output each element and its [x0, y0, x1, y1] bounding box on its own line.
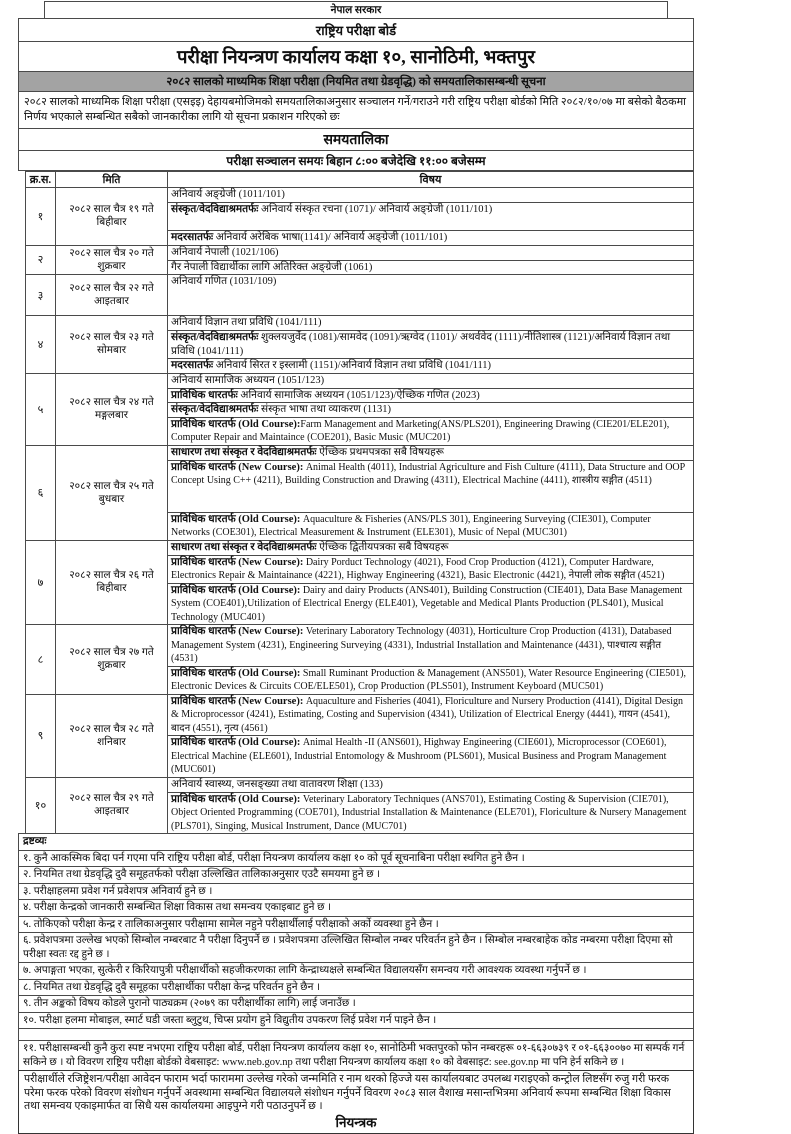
row-date [56, 445, 168, 540]
row-date [56, 275, 168, 316]
subject-item: साधारण तथा संस्कृत र वेदविद्याश्रमतर्फः ऐच्छिक द्वितीयपत्रका सबै विषयहरू [171, 541, 449, 553]
table-header-row [26, 172, 694, 188]
row-subjects [168, 540, 694, 625]
note-item-1: १. कुनै आकस्मिक बिदा पर्न गएमा पनि राष्ट्रिय परीक्षा बोर्ड, परीक्षा नियन्त्रण कार्यालय कक्षा १० को पूर्व सूचनाबिना परीक्षा स्थगित हुने छैन । [18, 850, 694, 868]
subject-item: अनिवार्य नेपाली (1021/106) [171, 246, 279, 258]
date-text: २०८२ साल चैत्र २६ गते [69, 570, 154, 582]
subject-item: प्राविधिक धारतर्फ (Old Course): Dairy and dairy Products (ANS401), Building Construction (CIE401), Data Base Management System (COE401),Utilization of Electrical Energy (ELE401), Vegetable and Medical Plants Production (PLS401), Musical Technology (MUC401) [168, 583, 693, 625]
table-row [26, 188, 694, 246]
subject-item: प्राविधिक धारतर्फ (Old Course): Small Ruminant Production & Management (ANS501), Water Resource Engineering (CIE501), Electronic Devices & Circuits COE/ELE501), Crop Production (PLS501), Instrument Keyboard (MUC501) [168, 666, 693, 694]
date-text: २०८२ साल चैत्र २३ गते [69, 332, 154, 344]
subject-item: प्राविधिक धारतर्फ (New Course): Aquaculture and Fisheries (4041), Floriculture and Nursery Production (4141), Digital Design & Microprocessor (4241), Estimating, Costing and Supervision (4341), Utilization of Electrical Energy (4441), गायन (4541), बादन (4551), नृत्य (4561) [171, 695, 683, 734]
subject-item: साधारण तथा संस्कृत र वेदविद्याश्रमतर्फः ऐच्छिक प्रथमपत्रका सबै विषयहरू [171, 446, 444, 458]
subject-item: मदरसातर्फः अनिवार्य सिरत र इस्लामी (1151)/अनिवार्य विज्ञान तथा प्रविधि (1041/111) [168, 358, 693, 373]
footer-section [18, 1070, 694, 1134]
note-item-2: २. नियमित तथा ग्रेडवृद्धि दुवै समूहतर्फको परीक्षा उल्लिखित तालिकाअनुसार एउटै समयमा हुने छ । [18, 866, 694, 884]
row-subjects [168, 245, 694, 275]
row-date [56, 245, 168, 275]
table-row [26, 275, 694, 316]
date-text: २०८२ साल चैत्र २२ गते [69, 283, 154, 294]
row-sn: २ [26, 245, 56, 275]
weekday-text: सोमबार [96, 345, 127, 357]
subject-item: अनिवार्य गणित (1031/109) [171, 276, 277, 287]
date-text: २०८२ साल चैत्र २८ गते [69, 723, 154, 735]
row-date [56, 694, 168, 777]
date-text: २०८२ साल चैत्र २५ गते [69, 480, 154, 492]
note-item-9: ९. तीन अङ्कको विषय कोडले पुरानो पाठ्यक्रम (२०७९ का परीक्षार्थीका लागि) लाई जनाउँछ । [18, 995, 694, 1013]
row-sn: ८ [26, 625, 56, 695]
row-sn: ७ [26, 540, 56, 625]
row-date [56, 373, 168, 445]
subject-item: अनिवार्य स्वास्थ्य, जनसङ्ख्या तथा वातावरण शिक्षा (133) [171, 778, 383, 790]
row-sn: ९ [26, 694, 56, 777]
subject-item: अनिवार्य सामाजिक अध्ययन (1051/123) [171, 374, 325, 386]
table-row [26, 245, 694, 275]
weekday-text: बुधबार [98, 493, 125, 505]
subject-item: संस्कृत/वेदविद्याश्रमतर्फः शुक्लयजुर्वेद (1081)/सामवेद (1091)/ऋग्वेद (1101)/ अथर्ववेद (1111)/नीतिशास्त्र (1121)/अनिवार्य विज्ञान तथा प्रविधि (1041/111) [168, 330, 693, 358]
subject-item: अनिवार्य विज्ञान तथा प्रविधि (1041/111) [171, 317, 322, 328]
subject-item: प्राविधिक धारतर्फ (New Course): Dairy Porduct Technology (4021), Food Crop Production (4121), Computer Hardware, Electronics Repair & Maintainance (4221), Highway Engineering (4321), Basic Electronic (4421), नेपाली लोक सङ्गीत (4521) [168, 555, 693, 583]
column-header-sn: क्र.स. [26, 172, 56, 188]
row-subjects [168, 373, 694, 445]
weekday-text: आइतबार [94, 806, 129, 818]
row-sn: १ [26, 188, 56, 246]
office-title: परीक्षा नियन्त्रण कार्यालय कक्षा १०, सानोठिमी, भक्तपुर [18, 41, 694, 72]
row-subjects [168, 188, 694, 246]
table-row [26, 694, 694, 777]
notice-document [18, 2, 694, 1134]
subject-item: प्राविधिक धारतर्फ (Old Course): Animal Health -II (ANS601), Highway Engineering (CIE601), Microprocessor (COE601), Electrical Machine (ELE601), Industrial Entomology & Mushroom (PLS601), Musical Business and Program Management (MUC601) [168, 735, 693, 777]
subject-item: प्राविधिक धारतर्फ (New Course): Veterinary Laboratory Technology (4031), Horticulture Crop Production (4131), Databased Management System (4231), Engineering Surveying (4331), Industrial Installation and Maintenance (4431), पाश्चात्य सङ्गीत (4531) [171, 626, 672, 664]
subject-item: गैर नेपाली विद्यार्थीका लागि अतिरिक्त अङ्ग्रेजी (1061) [168, 260, 693, 275]
schedule-title: समयतालिका [18, 128, 694, 151]
date-text: २०८२ साल चैत्र १९ गते [69, 204, 154, 216]
government-title: नेपाल सरकार [44, 1, 668, 19]
subject-item: संस्कृत/वेदविद्याश्रमतर्फः संस्कृत भाषा तथा व्याकरण (1131) [168, 402, 693, 417]
notes-heading: द्रष्टव्यः [18, 833, 694, 851]
note-item-10: १०. परीक्षा हलमा मोबाइल, स्मार्ट घडी जस्ता ब्लुटुथ, चिप्स प्रयोग हुने विद्युतीय उपकरण लिई प्रवेश गर्न पाइने छैन । [18, 1012, 694, 1030]
column-header-date: मिति [56, 172, 168, 188]
note-item-8: ८. नियमित तथा ग्रेडवृद्धि दुवै समूहका परीक्षार्थीका परीक्षा केन्द्र परिवर्तन हुने छैन । [18, 979, 694, 997]
table-row [26, 540, 694, 625]
subject-item: संस्कृत/वेदविद्याश्रमतर्फः अनिवार्य संस्कृत रचना (1071)/ अनिवार्य अङ्ग्रेजी (1011/101) [168, 202, 693, 230]
note-item-6: ६. प्रवेशपत्रमा उल्लेख भएको सिम्बोल नम्बरबाट नै परीक्षा दिनुपर्ने छ । प्रवेशपत्रमा उल्लिखित सिम्बोल नम्बर परिवर्तन हुने छैन । सिम्बोल नम्बरबाहेक कोड नम्बरमा परीक्षा दिएमा सो परीक्षा स्वतः रद्द हुने छ । [18, 932, 694, 963]
weekday-text: शनिबार [97, 736, 126, 748]
row-date [56, 540, 168, 625]
subject-item: प्राविधिक धारतर्फः अनिवार्य सामाजिक अध्ययन (1051/123)/ऐच्छिक गणित (2023) [168, 388, 693, 403]
note-item-3: ३. परीक्षाहलमा प्रवेश गर्न प्रवेशपत्र अनिवार्य हुने छ । [18, 883, 694, 901]
row-sn: १० [26, 777, 56, 834]
weekday-text: बिहीबार [96, 583, 127, 595]
date-text: २०८२ साल चैत्र २० गते [69, 247, 154, 259]
row-subjects [168, 316, 694, 374]
weekday-text: मङ्गलबार [94, 410, 129, 421]
row-date [56, 625, 168, 695]
date-text: २०८२ साल चैत्र २७ गते [69, 647, 154, 659]
subject-item: प्राविधिक धारतर्फ (Old Course): Veterinary Laboratory Techniques (ANS701), Estimating Costing & Supervision (CIE701), Object Oriented Programming (COE701), Industrial Installation & Maintenance (ELE701), Floriculture & Nursery Management (PLS701), Singing, Musical Instrument, Dance (MUC701) [168, 792, 693, 834]
subject-item: प्राविधिक धारतर्फ (Old Course):Farm Management and Marketing(ANS/PLS201), Engineering Drawing (CIE201/ELE201), Computer Repair and Maintaince (COE201), Basic Music (MUC201) [168, 417, 693, 445]
intro-paragraph: २०८२ सालको माध्यमिक शिक्षा परीक्षा (एसइइ) देहायबमोजिमको समयतालिकाअनुसार सञ्चालन गर्ने/गराउने गरी राष्ट्रिय परीक्षा बोर्डको मिति २०८२/१०/०७ मा बसेको बैठकमा निर्णय भएकाले सम्बन्धित सबैको जानकारीका लागि यो सूचना प्रकाशन गरिएको छः [18, 91, 694, 129]
row-subjects [168, 777, 694, 834]
board-title: राष्ट्रिय परीक्षा बोर्ड [18, 18, 694, 42]
exam-time-line: परीक्षा सञ्चालन समयः बिहान ८:०० बजेदेखि ११:०० बजेसम्म [18, 150, 694, 171]
column-header-subject: विषय [168, 172, 694, 188]
footer-paragraph: परीक्षार्थीले रजिष्ट्रेशन/परीक्षा आवेदन फाराम भर्दा फाराममा उल्लेख गरेको जन्ममिति र नाम थरको हिज्जे यस कार्यालयबाट उपलब्ध गराइएको कन्ट्रोल लिष्टसँग रुजु गरी फरक परेमा फरक परेको विवरण संशोधन गर्नुपर्ने अवस्थामा सम्बन्धित विद्यालयले संशोधन गर्नुपर्ने विवरण २०८३ साल वैशाख मसान्तभित्रमा अनिवार्य रूपमा सम्बन्धित शिक्षा विकास तथा समन्वय एकाइमार्फत वा सिधै यस कार्यालयमा आइपुग्ने गरी पठाउनुपर्ने छ । [24, 1073, 671, 1112]
weekday-text: बिहीबार [96, 217, 127, 229]
weekday-text: शुक्रबार [97, 660, 126, 672]
row-subjects [168, 625, 694, 695]
date-text: २०८२ साल चैत्र २४ गते [69, 397, 154, 408]
note-item-5: ५. तोकिएको परीक्षा केन्द्र र तालिकाअनुसार परीक्षामा सामेल नहुने परीक्षार्थीलाई परीक्षाको अर्को व्यवस्था हुने छैन । [18, 916, 694, 934]
table-row [26, 445, 694, 540]
row-sn: ५ [26, 373, 56, 445]
row-date [56, 316, 168, 374]
subject-item: मदरसातर्फः अनिवार्य अरेबिक भाषा(1141)/ अनिवार्य अङ्ग्रेजी (1011/101) [168, 230, 693, 245]
schedule-table [25, 171, 694, 834]
row-subjects [168, 694, 694, 777]
weekday-text: आइतबार [94, 296, 129, 307]
date-text: २०८२ साल चैत्र २९ गते [69, 793, 154, 805]
controller-signature: नियन्त्रक [335, 1114, 377, 1130]
row-sn: ४ [26, 316, 56, 374]
row-date [56, 777, 168, 834]
row-subjects [168, 445, 694, 540]
note-item-11: ११. परीक्षासम्बन्धी कुनै कुरा स्पष्ट नभएमा राष्ट्रिय परीक्षा बोर्ड, परीक्षा नियन्त्रण कार्यालय कक्षा १०, सानोठिमी भक्तपुरको फोन नम्बरहरू ०१-६६३०७३९ र ०१-६६३००७० मा सम्पर्क गर्न सकिने छ । यो विवरण राष्ट्रिय परीक्षा बोर्डको वेबसाइट: www.neb.gov.np तथा परीक्षा नियन्त्रण कार्यालय कक्षा १० को वेबसाइट: see.gov.np मा पनि हेर्न सकिने छ । [18, 1040, 694, 1071]
row-sn: ३ [26, 275, 56, 316]
row-subjects [168, 275, 694, 316]
row-date [56, 188, 168, 246]
note-item-7: ७. अपाङ्गता भएका, सुत्केरी र किरियापुत्री परीक्षार्थीको सहजीकरणका लागि केन्द्राध्यक्षले सम्बन्धित विद्यालयसँग समन्वय गरी आवश्यक व्यवस्था गर्नुपर्ने छ । [18, 962, 694, 980]
notice-subject-band: २०८२ सालको माध्यमिक शिक्षा परीक्षा (नियमित तथा ग्रेडवृद्धि) को समयतालिकासम्बन्धी सूचना [18, 71, 694, 92]
subject-item: प्राविधिक धारतर्फ (Old Course): Aquaculture & Fisheries (ANS/PLS 301), Engineering Surveying (CIE301), Computer Networks (COE301), Electrical Measurement & Instrument (ELE301), Music of Nepal (MUC301) [168, 512, 693, 540]
table-row [26, 777, 694, 834]
note-item-4: ४. परीक्षा केन्द्रको जानकारी सम्बन्धित शिक्षा विकास तथा समन्वय एकाइबाट हुने छ । [18, 899, 694, 917]
notes-section [18, 833, 694, 1071]
row-sn: ६ [26, 445, 56, 540]
subject-item: प्राविधिक धारतर्फ (New Course): Animal Health (4011), Industrial Agriculture and Fish Culture (4111), Data Structure and OOP Concept Using C++ (4211), Building Construction and Drawing (4311), Electrical Machine (4411), शास्त्रीय सङ्गीत (4511) [168, 460, 693, 512]
subject-item: अनिवार्य अङ्ग्रेजी (1011/101) [171, 189, 285, 200]
table-row [26, 373, 694, 445]
table-row [26, 625, 694, 695]
weekday-text: शुक्रबार [97, 260, 126, 272]
table-row [26, 316, 694, 374]
